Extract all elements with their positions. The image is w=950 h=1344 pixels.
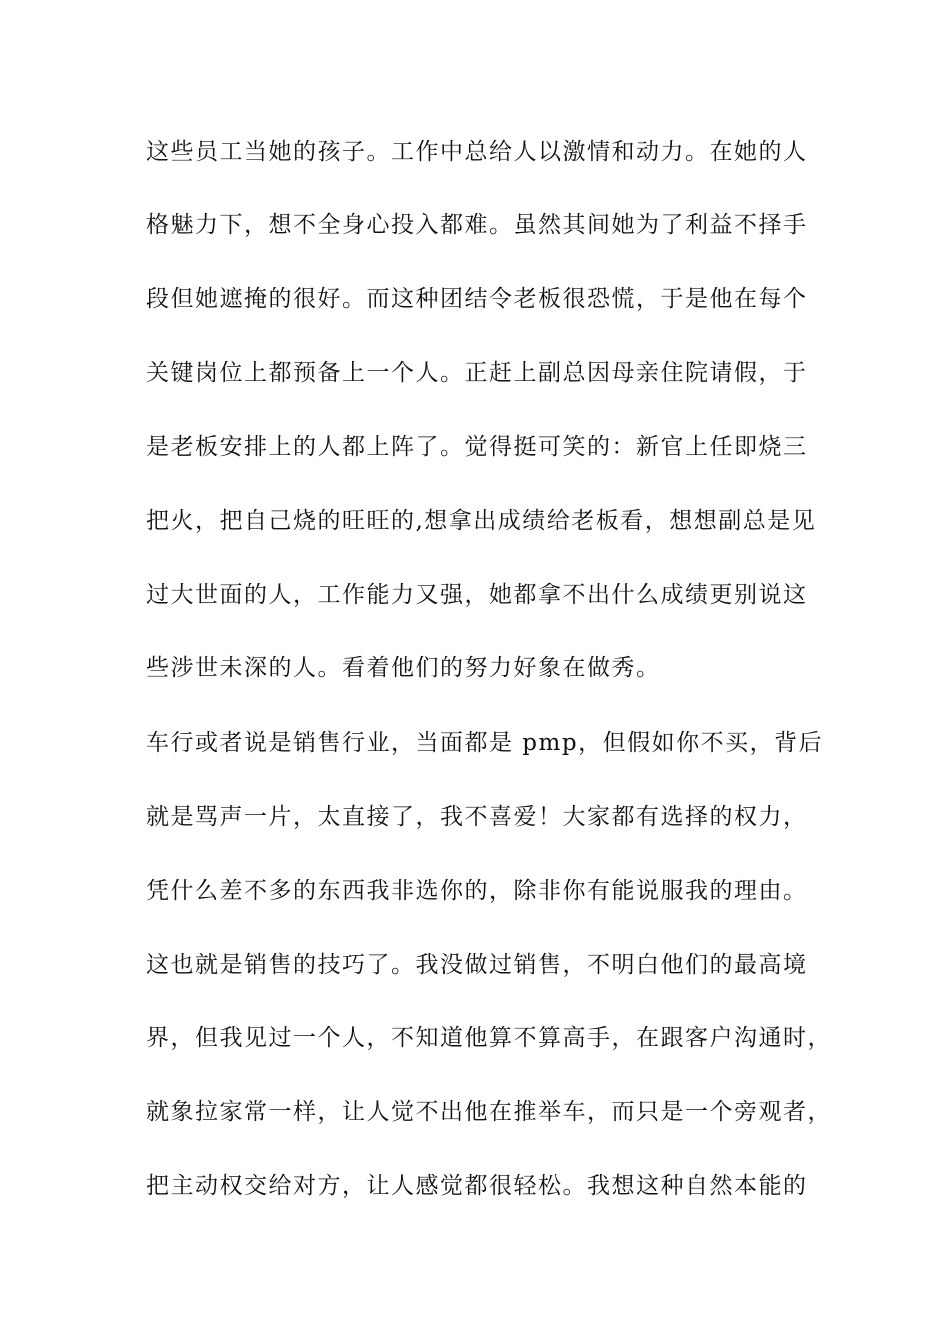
text-line: 这些员工当她的孩子。工作中总给人以激情和动力。在她的人 [146,139,808,165]
text-line: 界，但我见过一个人，不知道他算不算高手，在跟客户沟通时， [146,1025,832,1051]
text-line: 凭什么差不多的东西我非选你的，除非你有能说服我的理由。 [146,878,808,904]
text-line: 格魅力下，想不全身心投入都难。虽然其间她为了利益不择手 [146,212,808,238]
text-line: 关键岗位上都预备上一个人。正赶上副总因母亲住院请假，于 [146,360,808,386]
text-line: 就是骂声一片，太直接了，我不喜爱！大家都有选择的权力， [146,804,808,830]
text-line: 段但她遮掩的很好。而这种团结令老板很恐慌，于是他在每个 [146,286,808,312]
text-line: 车行或者说是销售行业，当面都是 pmp，但假如你不买，背后 [146,730,824,756]
text-line: 这也就是销售的技巧了。我没做过销售，不明白他们的最高境 [146,952,808,978]
text-line: 些涉世未深的人。看着他们的努力好象在做秀。 [146,655,661,681]
text-line: 过大世面的人，工作能力又强，她都拿不出什么成绩更别说这 [146,582,808,608]
text-line: 是老板安排上的人都上阵了。觉得挺可笑的：新官上任即烧三 [146,434,808,460]
text-line: 把主动权交给对方，让人感觉都很轻松。我想这种自然本能的 [146,1173,808,1199]
text-line: 把火，把自己烧的旺旺的,想拿出成绩给老板看，想想副总是见 [146,508,817,534]
text-line: 就象拉家常一样，让人觉不出他在推举车，而只是一个旁观者， [146,1099,832,1125]
